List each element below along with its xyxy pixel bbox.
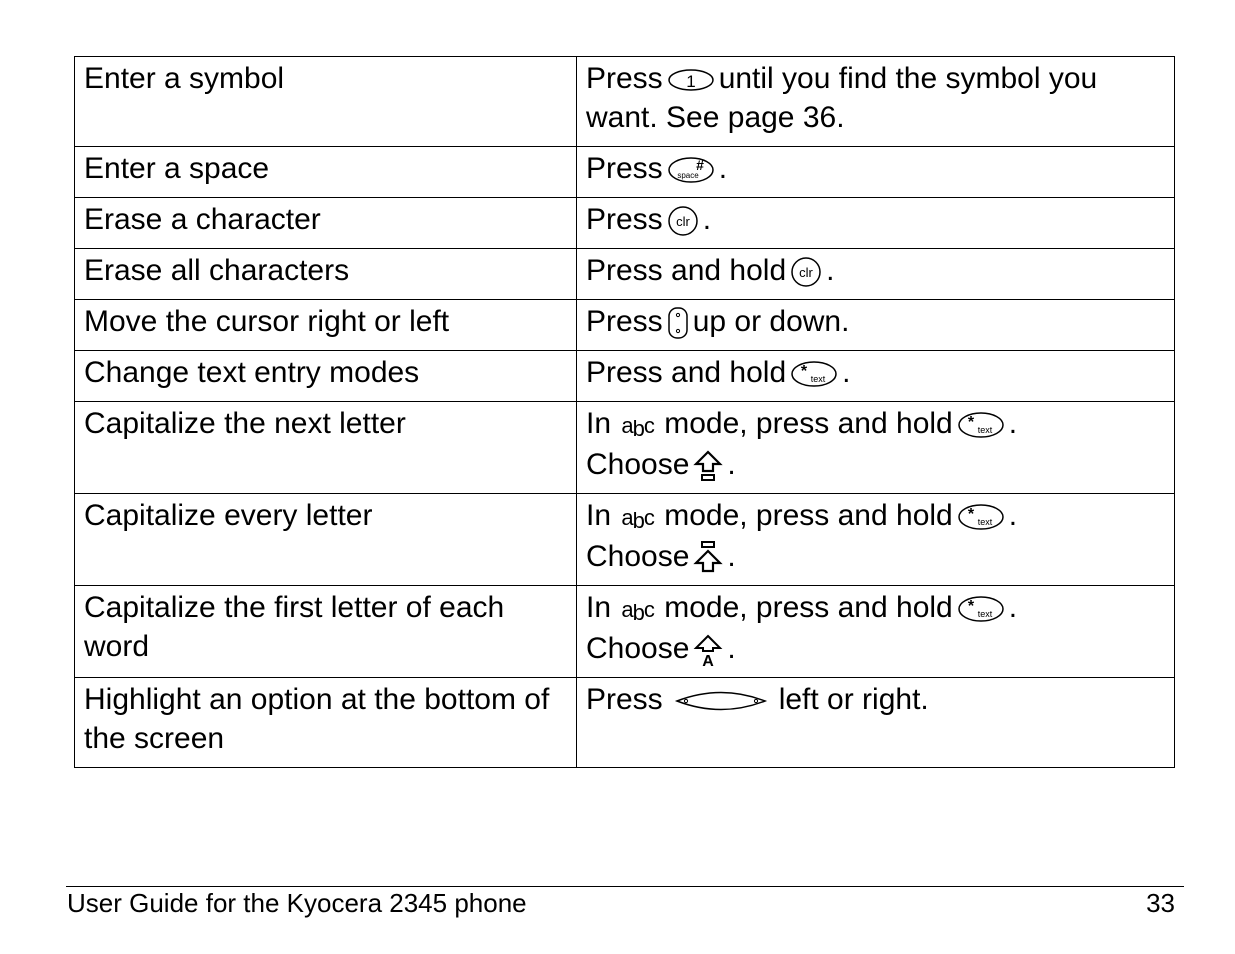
table-row	[75, 57, 1175, 147]
instruction-text: Press	[586, 203, 663, 236]
pound-space-key-icon	[667, 156, 715, 184]
instruction-cell	[577, 351, 1175, 402]
action-cell: Erase a character	[75, 198, 577, 249]
instruction-text: Press	[586, 152, 663, 185]
key-label: clr	[799, 265, 813, 281]
instruction-text: .	[718, 152, 728, 185]
instruction-text: Press and hold	[586, 254, 787, 287]
key-label: *	[967, 506, 974, 524]
key-label: text	[977, 517, 992, 528]
page-number: 33	[1146, 888, 1175, 918]
key-1-icon	[667, 68, 715, 92]
star-text-key-icon	[790, 360, 838, 388]
instruction-text: Choose	[586, 448, 690, 481]
instruction-cell	[577, 678, 1175, 768]
key-label: clr	[675, 214, 690, 230]
abc-mode-icon	[621, 597, 654, 626]
instruction-cell	[577, 586, 1175, 678]
key-label: text	[810, 374, 826, 385]
instruction-text: .	[727, 632, 736, 666]
table-row	[75, 351, 1175, 402]
key-label: space	[677, 171, 699, 181]
instruction-cell	[577, 147, 1175, 198]
caps-lock-icon	[693, 540, 723, 576]
instruction-text: Choose	[586, 540, 690, 573]
table-row	[75, 494, 1175, 586]
instruction-text: up or down.	[692, 305, 850, 338]
key-label: #	[695, 157, 704, 174]
mode-letter: b	[632, 508, 644, 533]
instruction-text: In	[586, 499, 612, 532]
instruction-text: .	[1008, 499, 1018, 532]
star-text-key-icon	[957, 595, 1005, 623]
instruction-text: Press and hold	[586, 356, 787, 389]
mode-letter: a	[621, 597, 633, 623]
key-label: 1	[685, 72, 696, 92]
instruction-text: .	[1008, 591, 1018, 625]
instruction-cell	[577, 198, 1175, 249]
table-row	[75, 402, 1175, 494]
instruction-text: In	[586, 591, 612, 625]
navigation-key-vertical-icon	[667, 306, 689, 340]
mode-letter: a	[621, 505, 633, 530]
key-label: *	[801, 363, 808, 381]
instruction-text: Choose	[586, 632, 690, 666]
instruction-text: Press	[586, 683, 663, 717]
table-row	[75, 678, 1175, 768]
footer-divider	[66, 886, 1184, 887]
mode-letter: c	[643, 505, 654, 530]
mode-letter: c	[643, 597, 654, 623]
action-cell: Enter a symbol	[75, 57, 577, 147]
instruction-text: .	[1008, 407, 1018, 440]
instruction-text: .	[727, 448, 736, 481]
key-label: text	[977, 609, 992, 620]
table-row	[75, 147, 1175, 198]
action-cell: Highlight an option at the bottom of the screen	[75, 678, 577, 768]
mode-letter: a	[621, 413, 633, 438]
instruction-text: In	[586, 407, 612, 440]
mode-letter: b	[632, 600, 644, 626]
abc-mode-icon	[621, 505, 654, 533]
action-cell: Capitalize the next letter	[75, 402, 577, 494]
action-cell: Capitalize every letter	[75, 494, 577, 586]
instruction-text: until you find the symbol you want. See page 36.	[586, 62, 1098, 134]
key-label: *	[967, 598, 974, 616]
instruction-cell	[577, 494, 1175, 586]
instruction-cell	[577, 57, 1175, 147]
table-row	[75, 198, 1175, 249]
instruction-text: mode, press and hold	[664, 591, 953, 625]
instruction-text: left or right.	[778, 683, 929, 717]
key-label: *	[967, 414, 974, 432]
instruction-cell	[577, 402, 1175, 494]
key-label: A	[702, 653, 715, 668]
instruction-cell	[577, 300, 1175, 351]
action-cell: Capitalize the first letter of each word	[75, 586, 577, 678]
instruction-text: Press	[586, 305, 663, 338]
action-cell: Erase all characters	[75, 249, 577, 300]
instruction-text: .	[727, 540, 736, 573]
instruction-text: Press	[586, 62, 663, 95]
instruction-text: mode, press and hold	[664, 407, 953, 440]
instruction-text: .	[826, 254, 835, 287]
instruction-text: mode, press and hold	[664, 499, 953, 532]
navigation-key-horizontal-icon	[673, 688, 769, 714]
shift-next-letter-icon	[693, 449, 723, 483]
star-text-key-icon	[957, 503, 1005, 531]
table-row	[75, 249, 1175, 300]
instruction-cell	[577, 249, 1175, 300]
key-label: text	[977, 425, 992, 436]
action-cell: Move the cursor right or left	[75, 300, 577, 351]
mode-letter: b	[632, 416, 644, 441]
instruction-text: .	[842, 356, 851, 389]
table-row	[75, 300, 1175, 351]
key-instructions-table	[74, 56, 1175, 768]
capitalize-word-icon	[693, 633, 723, 667]
table-row	[75, 586, 1175, 678]
clr-key-icon	[790, 256, 822, 288]
action-cell: Enter a space	[75, 147, 577, 198]
abc-mode-icon	[621, 413, 654, 441]
action-cell: Change text entry modes	[75, 351, 577, 402]
mode-letter: c	[643, 413, 654, 438]
instruction-text: .	[702, 203, 712, 236]
clr-key-icon	[667, 205, 699, 237]
footer-title: User Guide for the Kyocera 2345 phone	[67, 888, 527, 918]
star-text-key-icon	[957, 411, 1005, 439]
